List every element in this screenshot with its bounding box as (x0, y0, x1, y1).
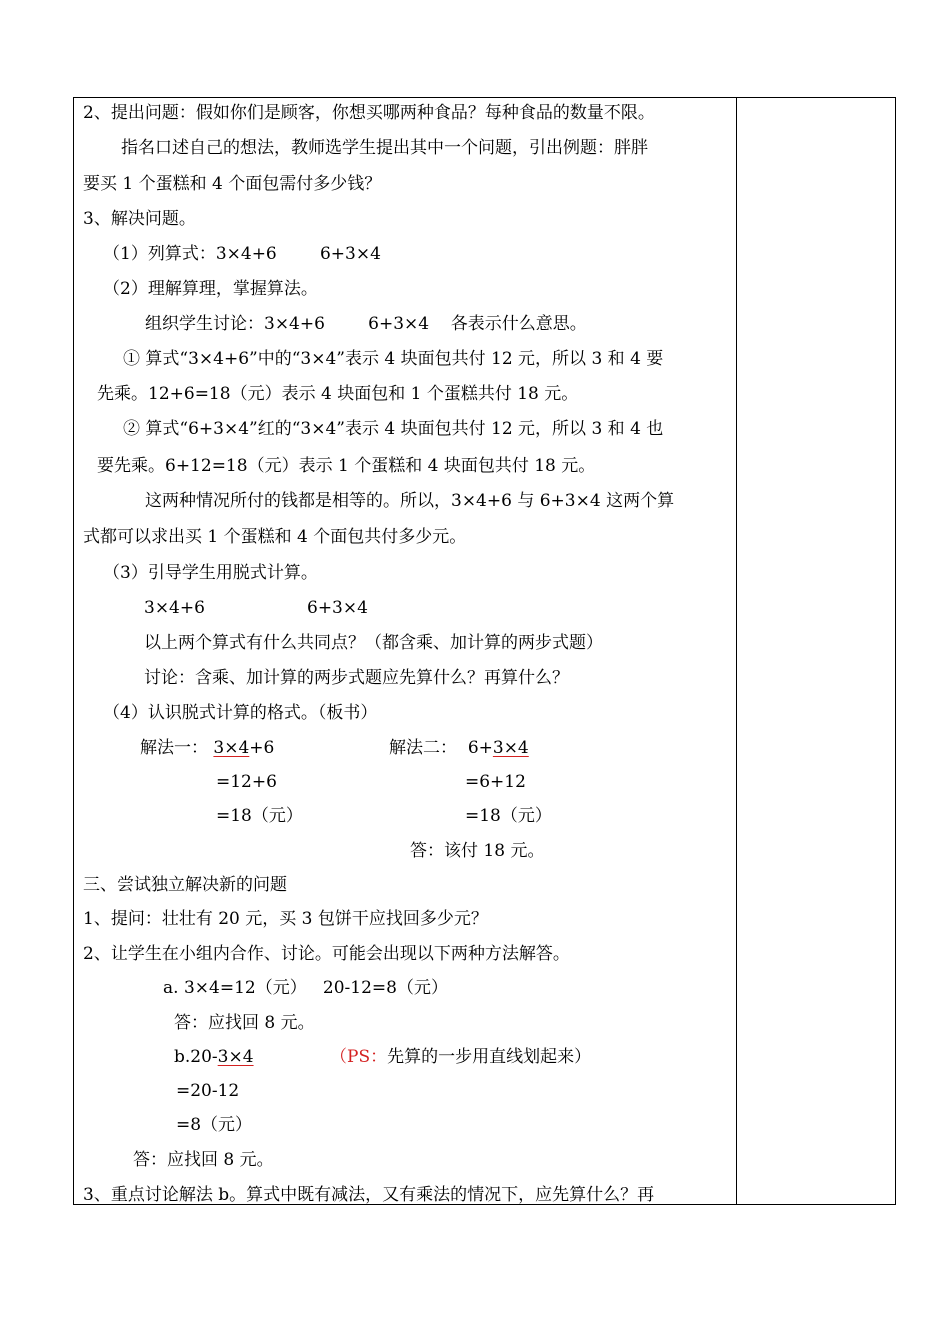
expr-b: 6+3×4 (307, 598, 368, 618)
method-1-underlined: 3×4 (213, 738, 250, 758)
common-point: 以上两个算式有什么共同点？（都含乘、加计算的两步式题） (144, 633, 603, 653)
method-2-pre: 6+ (467, 738, 493, 758)
solution-b-answer: 答：应找回 8 元。 (133, 1150, 274, 1170)
step-2: （2）理解算理，掌握算法。 (103, 279, 318, 299)
solution-b-pre: b.20- (174, 1047, 218, 1067)
solution-a: a. 3×4=12（元） 20-12=8（元） (163, 978, 448, 998)
method-1 (140, 737, 274, 759)
question-1: 1、提问：壮壮有 20 元，买 3 包饼干应找回多少元？ (83, 909, 488, 929)
solution-b-step-1: =20-12 (176, 1081, 240, 1101)
step-4: （4）认识脱式计算的格式。（板书） (103, 703, 378, 723)
method-1-label: 解法一： (140, 738, 208, 758)
solution-a-answer: 答：应找回 8 元。 (174, 1013, 315, 1033)
answer-1: 答：该付 18 元。 (410, 841, 545, 861)
para-intro-cont: 要买 1 个蛋糕和 4 个面包需付多少钱？ (83, 174, 382, 194)
discussion: 组织学生讨论：3×4+6 6+3×4 各表示什么意思。 (145, 314, 587, 334)
solution-b-underlined: 3×4 (217, 1047, 254, 1067)
method-1-step-1: =12+6 (216, 772, 277, 792)
expr-a: 3×4+6 (144, 598, 205, 618)
method-1-step-2: =18（元） (216, 806, 303, 826)
column-divider (736, 97, 737, 1205)
method-2 (389, 737, 529, 759)
explain-2-cont: 要先乘。6+12=18（元）表示 1 个蛋糕和 4 块面包共付 18 元。 (97, 456, 596, 476)
para-problem: 2、提出问题：假如你们是顾客，你想买哪两种食品？每种食品的数量不限。 (83, 103, 655, 123)
solution-b (174, 1046, 254, 1068)
solution-b-step-2: =8（元） (176, 1115, 253, 1135)
ps-note (330, 1046, 591, 1068)
explain-1: ① 算式“3×4+6”中的“3×4”表示 4 块面包共付 12 元，所以 3 和 4 要 (123, 349, 664, 369)
question-2: 2、让学生在小组内合作、讨论。可能会出现以下两种方法解答。 (83, 944, 570, 964)
section-three: 三、尝试独立解决新的问题 (83, 875, 287, 895)
step-3: （3）引导学生用脱式计算。 (103, 563, 318, 583)
method-2-label: 解法二： (389, 738, 457, 758)
method-2-underlined: 3×4 (492, 738, 529, 758)
para-intro: 指名口述自己的想法，教师选学生提出其中一个问题，引出例题：胖胖 (121, 138, 648, 158)
method-1-rest: +6 (249, 738, 275, 758)
section-solve: 3、解决问题。 (83, 209, 196, 229)
explain-2: ② 算式“6+3×4”红的“3×4”表示 4 块面包共付 12 元，所以 3 和 4 也 (123, 419, 664, 439)
method-2-step-1: =6+12 (465, 772, 526, 792)
step-1: （1）列算式：3×4+6 6+3×4 (103, 244, 381, 264)
conclusion: 这两种情况所付的钱都是相等的。所以，3×4+6 与 6+3×4 这两个算 (145, 491, 675, 511)
discussion-order: 讨论：含乘、加计算的两步式题应先算什么？再算什么？ (144, 668, 569, 688)
explain-1-cont: 先乘。12+6=18（元）表示 4 块面包和 1 个蛋糕共付 18 元。 (97, 384, 579, 404)
question-3: 3、重点讨论解法 b。算式中既有减法，又有乘法的情况下，应先算什么？再 (83, 1185, 655, 1205)
method-2-step-2: =18（元） (465, 806, 552, 826)
ps-text: 先算的一步用直线划起来） (387, 1047, 592, 1067)
conclusion-cont: 式都可以求出买 1 个蛋糕和 4 个面包共付多少元。 (83, 527, 467, 547)
ps-label: （PS： (330, 1047, 388, 1067)
